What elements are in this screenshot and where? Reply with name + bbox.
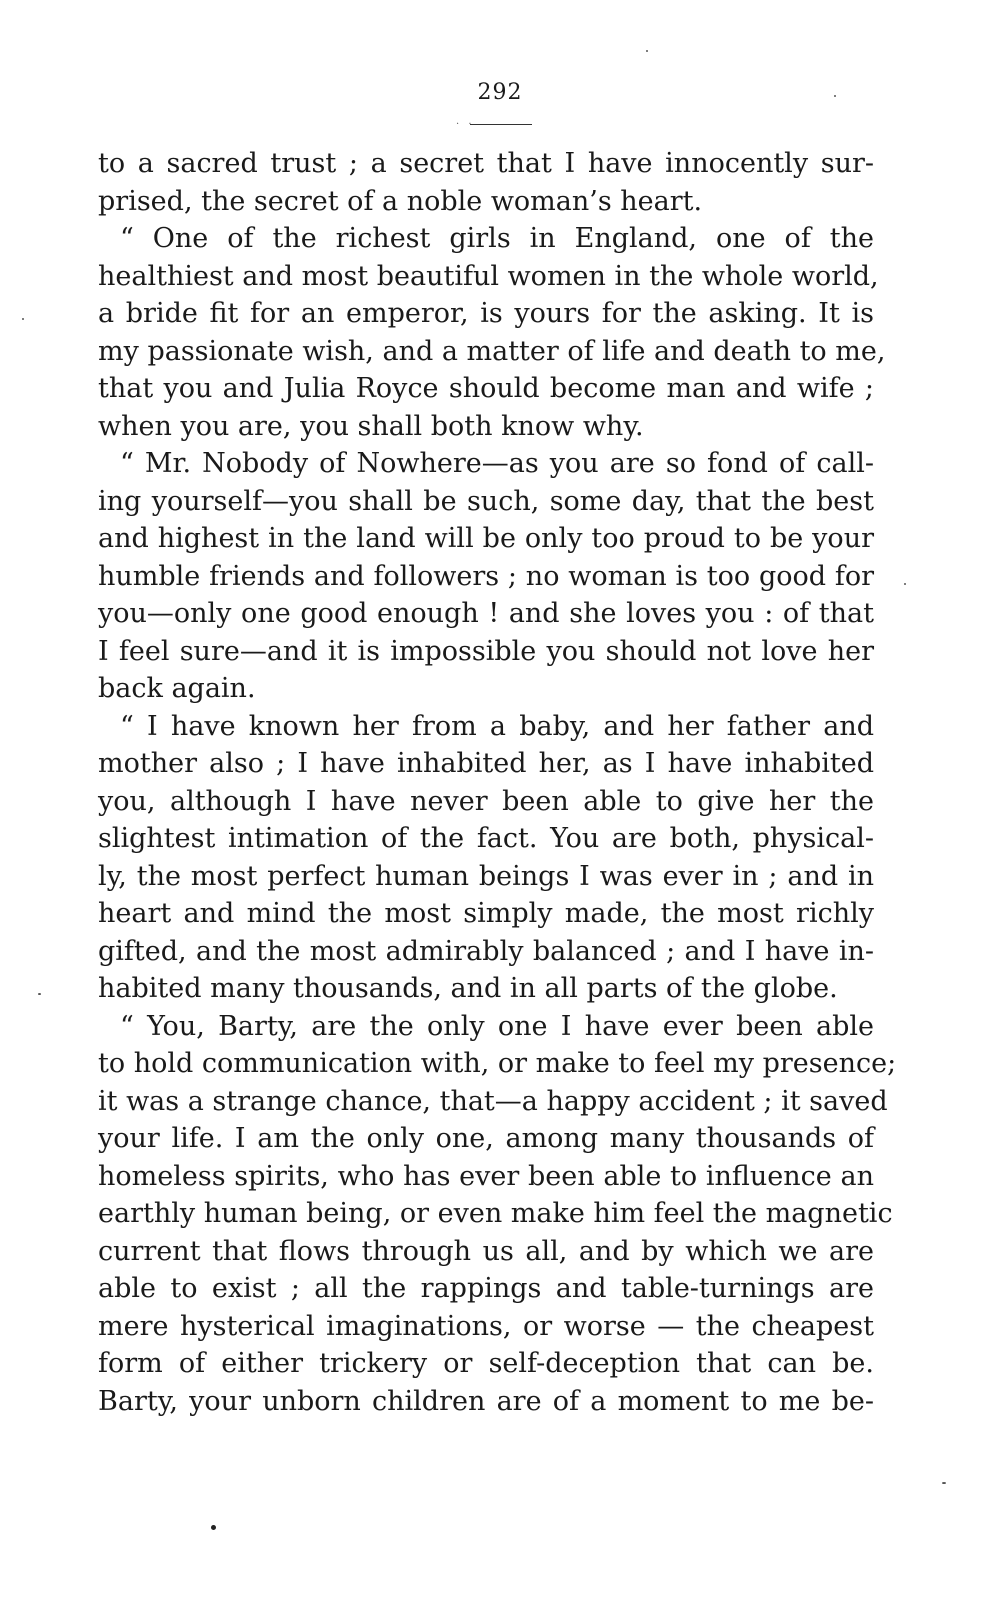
dust-speck (904, 583, 906, 585)
body-text (98, 145, 897, 1420)
text-line: gifted, and the most admirably balanced ; and I have in- (98, 935, 874, 967)
text-line: to hold communication with, or make to feel my presence; (98, 1048, 897, 1079)
text-line: heart and mind the most simply made, the most richly (98, 898, 874, 929)
text-line: earthly human being, or even make him feel the magnetic (98, 1198, 893, 1229)
header-rule (470, 124, 532, 125)
text-line: humble friends and followers ; no woman is too good for (98, 560, 874, 592)
text-line: mother also ; I have inhabited her, as I have inhabited (98, 748, 874, 779)
dust-speck (942, 1482, 946, 1484)
text-line: “ You, Barty, are the only one I have ever been able (120, 1010, 874, 1042)
text-line: current that flows through us all, and by which we are (98, 1235, 874, 1267)
dust-speck (22, 318, 24, 320)
text-line: healthiest and most beautiful women in the whole world, (98, 260, 879, 292)
text-line: homeless spirits, who has ever been able to influence an (98, 1160, 874, 1192)
text-line: that you and Julia Royce should become man and wife ; (98, 373, 874, 404)
text-line: a bride fit for an emperor, is yours for the asking. It is (98, 298, 874, 329)
text-line: to a sacred trust ; a secret that I have innocently sur- (98, 148, 874, 179)
header-rule-dots: · · (456, 119, 475, 130)
dust-speck (211, 1525, 216, 1530)
text-line: ing yourself—you shall be such, some day, that the best (98, 485, 874, 517)
text-line: “ Mr. Nobody of Nowhere—as you are so fond of call- (120, 448, 874, 479)
text-line: and highest in the land will be only too proud to be your (98, 523, 874, 554)
text-line: prised, the secret of a noble woman’s heart. (98, 185, 703, 217)
text-line: “ One of the richest girls in England, one of the (120, 223, 874, 254)
text-line: my passionate wish, and a matter of life and death to me, (98, 335, 886, 367)
dust-speck (834, 95, 836, 97)
text-line: able to exist ; all the rappings and table-turnings are (98, 1273, 874, 1304)
text-line: you—only one good enough ! and she loves you : of that (98, 598, 874, 629)
text-line: you, although I have never been able to give her the (98, 785, 874, 817)
text-line: habited many thousands, and in all parts of the globe. (98, 973, 838, 1004)
text-line: form of either trickery or self-deception that can be. (98, 1348, 874, 1379)
text-line: ly, the most perfect human beings I was ever in ; and in (98, 860, 874, 892)
text-line: slightest intimation of the fact. You are both, physical- (98, 823, 874, 854)
text-line: when you are, you shall both know why. (98, 410, 644, 442)
dust-speck (38, 993, 41, 995)
text-line: Barty, your unborn children are of a moment to me be- (98, 1385, 874, 1417)
text-line: your life. I am the only one, among many thousands of (98, 1123, 874, 1154)
text-line: “ I have known her from a baby, and her father and (120, 710, 874, 742)
text-line: it was a strange chance, that—a happy accident ; it saved (98, 1085, 888, 1117)
text-line: back again. (98, 673, 256, 704)
page-number: 292 (477, 80, 523, 105)
text-line: I feel sure—and it is impossible you should not love her (98, 635, 874, 667)
text-line: mere hysterical imaginations, or worse — the cheapest (98, 1310, 874, 1342)
dust-speck (646, 50, 648, 52)
